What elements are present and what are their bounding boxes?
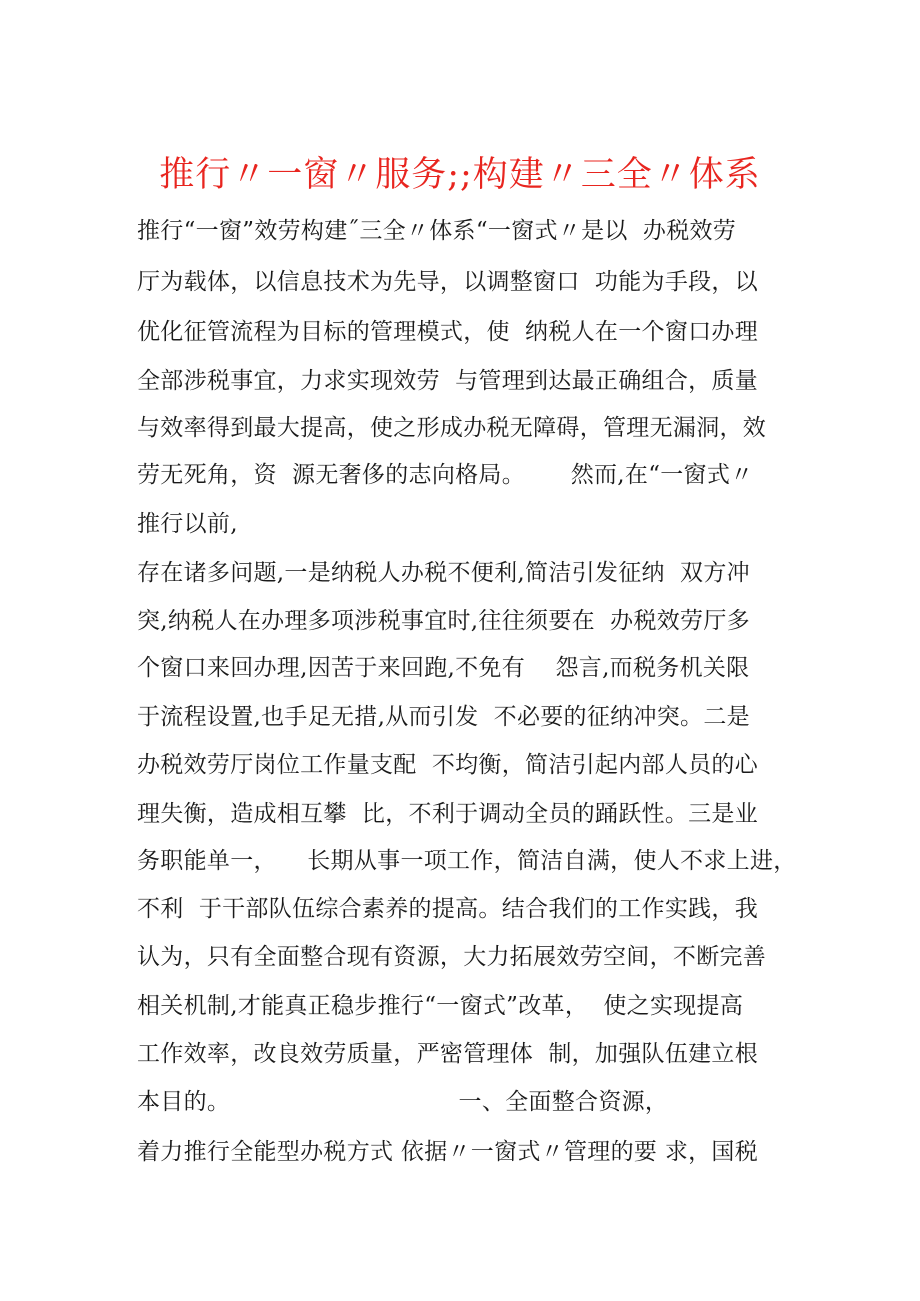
paragraph-line: 厅为载体，以信息技术为先导，以调整窗口 功能为手段，以 bbox=[137, 269, 759, 295]
paragraph-line: 推行“一窗”效劳构建˝三全〃体系“一窗式〃是以 办税效劳 bbox=[137, 218, 737, 244]
paragraph-line: 着力推行全能型办税方式 依据〃一窗式〃管理的要 求，国税 bbox=[137, 1139, 759, 1165]
paragraph-line: 突,纳税人在办理多项涉税事宜时,往往须要在 办税效劳厅多 bbox=[137, 608, 750, 634]
paragraph-line: 推行以前, bbox=[137, 511, 238, 537]
paragraph-line: 工作效率，改良效劳质量，严密管理体 制，加强队伍建立根 bbox=[137, 1041, 759, 1067]
paragraph-line: 全部涉税事宜，力求实现效劳 与管理到达最正确组合，质量 bbox=[137, 368, 759, 394]
paragraph-line: 于流程设置,也手足无措,从而引发 不必要的征纳冲突。二是 bbox=[137, 704, 750, 730]
paragraph-line: 务职能单一， 长期从事一项工作，简洁自满，使人不求上进， bbox=[137, 848, 797, 874]
document-title: 推行〃一窗〃服务;;构建〃三全〃体系 bbox=[159, 155, 761, 195]
paragraph-line: 优化征管流程为目标的管理模式，使 纳税人在一个窗口办理 bbox=[137, 319, 759, 345]
paragraph-line: 劳无死角，资 源无奢侈的志向格局。 然而,在“一窗式〃 bbox=[137, 462, 754, 488]
paragraph-line: 不利 于干部队伍综合素养的提高。结合我们的工作实践，我 bbox=[137, 896, 759, 922]
paragraph-line: 相关机制,才能真正稳步推行“一窗式”改革， 使之实现提高 bbox=[137, 993, 744, 1019]
paragraph-line: 认为，只有全面整合现有资源，大力拓展效劳空间，不断完善 bbox=[137, 944, 767, 970]
paragraph-line: 办税效劳厅岗位工作量支配 不均衡，简洁引起内部人员的心 bbox=[137, 752, 759, 778]
paragraph-line: 存在诸多问题,一是纳税人办税不便利,简洁引发征纳 双方冲 bbox=[137, 560, 750, 586]
paragraph-line: 本目的。 一、全面整合资源， bbox=[137, 1089, 669, 1115]
paragraph-line: 理失衡，造成相互攀 比，不利于调动全员的踊跃性。三是业 bbox=[137, 801, 759, 827]
paragraph-line: 个窗口来回办理,因苦于来回跑,不免有 怨言,而税务机关限 bbox=[137, 655, 750, 681]
paragraph-line: 与效率得到最大提高，使之形成办税无障碍，管理无漏洞，效 bbox=[137, 415, 767, 441]
